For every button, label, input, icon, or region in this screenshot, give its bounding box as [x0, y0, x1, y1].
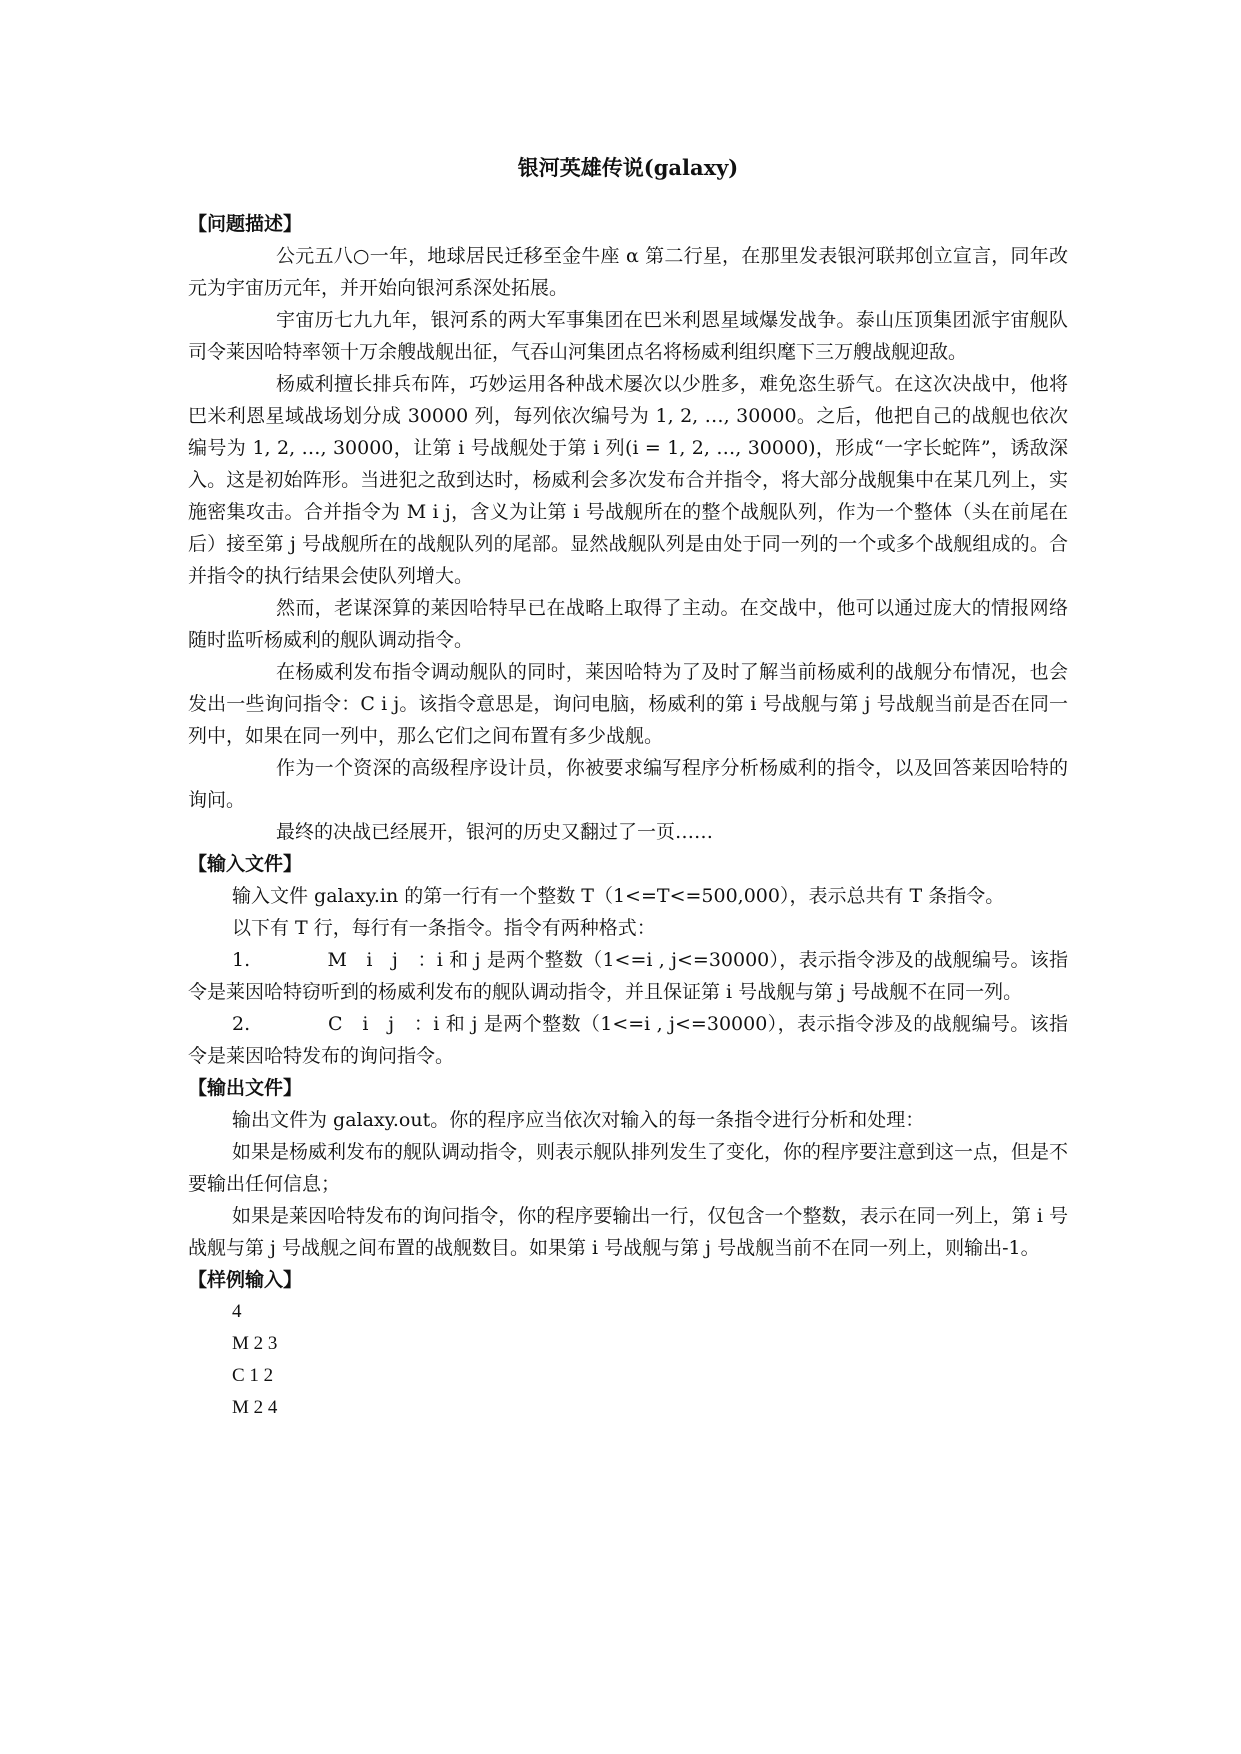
document-title: 银河英雄传说(galaxy): [517, 155, 739, 180]
problem-paragraph-4: 然而，老谋深算的莱因哈特早已在战略上取得了主动。在交战中，他可以通过庞大的情报网络随时监听杨威利的舰队调动指令。: [188, 597, 1068, 651]
problem-paragraph-5: 在杨威利发布指令调动舰队的同时，莱因哈特为了及时了解当前杨威利的战舰分布情况，也会发出一些询问指令：C i j。该指令意思是，询问电脑，杨威利的第 i 号战舰与第 j 号战舰当前是否在同一列中，如果在同一列中，那么它们之间布置有多少战舰。: [188, 661, 1068, 747]
output-paragraph-2: 如果是杨威利发布的舰队调动指令，则表示舰队排列发生了变化，你的程序要注意到这一点，但是不要输出任何信息；: [188, 1141, 1069, 1195]
problem-paragraph-2: 宇宙历七九九年，银河系的两大军事集团在巴米利恩星域爆发战争。泰山压顶集团派宇宙舰队司令莱因哈特率领十万余艘战舰出征，气吞山河集团点名将杨威利组织麾下三万艘战舰迎敌。: [188, 309, 1068, 363]
output-paragraph-3: 如果是莱因哈特发布的询问指令，你的程序要输出一行，仅包含一个整数，表示在同一列上，第 i 号战舰与第 j 号战舰之间布置的战舰数目。如果第 i 号战舰与第 j 号战舰当前不在同一列上，则输出-1。: [188, 1205, 1068, 1259]
document-content: [188, 148, 1068, 1424]
input-heading: 【输入文件】: [188, 853, 303, 875]
input-paragraph-1: 输入文件 galaxy.in 的第一行有一个整数 T（1<=T<=500,000），表示总共有 T 条指令。: [232, 885, 1005, 907]
problem-paragraph-3: 杨威利擅长排兵布阵，巧妙运用各种战术屡次以少胜多，难免恣生骄气。在这次决战中，他将巴米利恩星域战场划分成 30000 列，每列依次编号为 1, 2, …, 30000。之后，他把自己的战舰也依次编号为 1, 2, …, 30000，让第 i 号战舰处于第 i 列(i = 1, 2, …, 30000)，形成“一字长蛇阵”，诱敌深入。这是初始阵形。当进犯之敌到达时，杨威利会多次发布合并指令，将大部分战舰集中在某几列上，实施密集攻击。合并指令为 M i j，含义为让第 i 号战舰所在的整个战舰队列，作为一个整体（头在前尾在后）接至第 j 号战舰所在的战舰队列的尾部。显然战舰队列是由处于同一列的一个或多个战舰组成的。合并指令的执行结果会使队列增大。: [188, 373, 1068, 587]
problem-heading: 【问题描述】: [188, 213, 303, 235]
sample-input-line: M 2 3: [232, 1333, 278, 1354]
output-paragraph-1: 输出文件为 galaxy.out。你的程序应当依次对输入的每一条指令进行分析和处理：: [232, 1109, 925, 1131]
problem-paragraph-1: 公元五八○一年，地球居民迁移至金牛座 α 第二行星，在那里发表银河联邦创立宣言，同年改元为宇宙历元年，并开始向银河系深处拓展。: [188, 245, 1068, 299]
sample-input-line: 4: [232, 1301, 242, 1322]
output-heading: 【输出文件】: [188, 1077, 303, 1099]
input-paragraph-2: 以下有 T 行，每行有一条指令。指令有两种格式：: [232, 917, 656, 939]
problem-paragraph-6: 作为一个资深的高级程序设计员，你被要求编写程序分析杨威利的指令，以及回答莱因哈特的询问。: [188, 757, 1068, 811]
sample-input-line: C 1 2: [232, 1365, 274, 1386]
sample-input-line: M 2 4: [232, 1397, 278, 1418]
input-item-1: 1. M i j ：i 和 j 是两个整数（1<=i , j<=30000），表示指令涉及的战舰编号。该指令是莱因哈特窃听到的杨威利发布的舰队调动指令，并且保证第 i 号战舰与第 j 号战舰不在同一列。: [188, 949, 1068, 1003]
problem-paragraph-7: 最终的决战已经展开，银河的历史又翻过了一页……: [276, 821, 714, 843]
sample-input-heading: 【样例输入】: [188, 1269, 303, 1291]
input-item-2: 2. C i j ：i 和 j 是两个整数（1<=i , j<=30000），表示指令涉及的战舰编号。该指令是莱因哈特发布的询问指令。: [188, 1013, 1068, 1067]
